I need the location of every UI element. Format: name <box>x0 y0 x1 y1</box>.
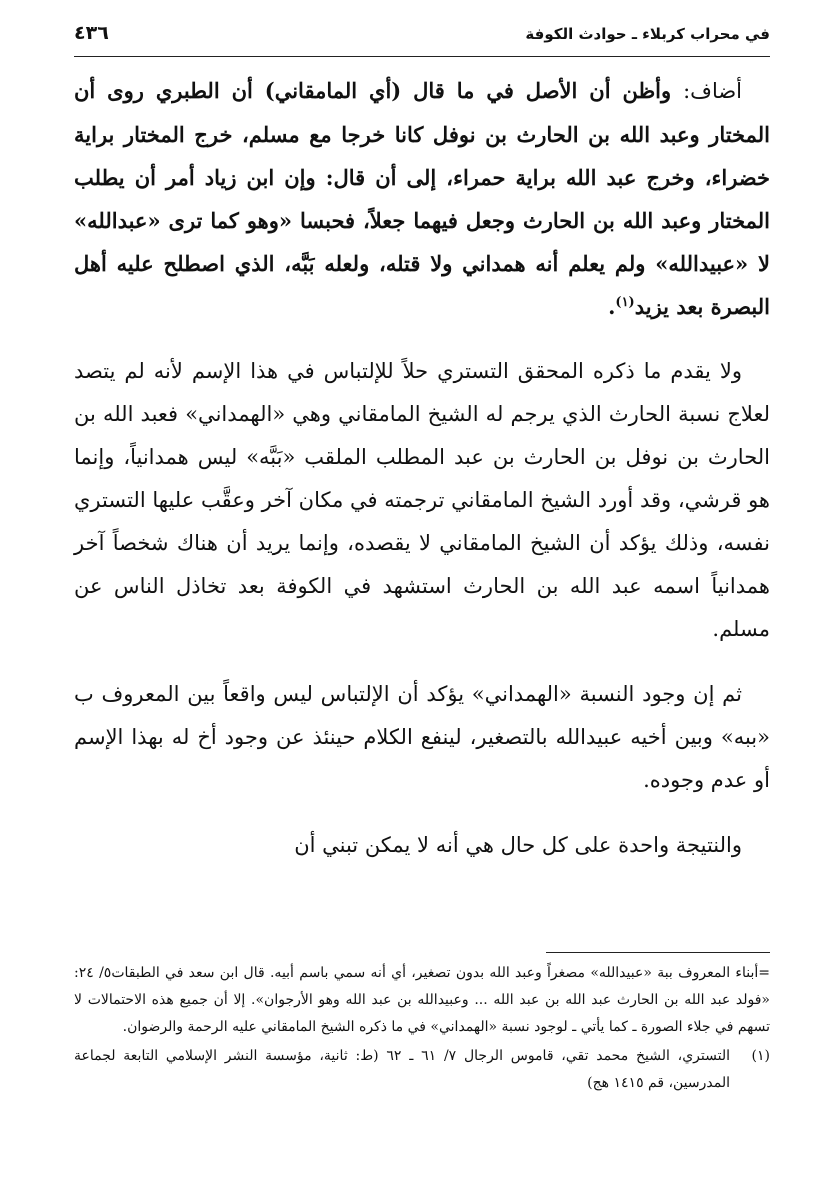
page-header <box>74 22 770 57</box>
paragraph-2: ولا يقدم ما ذكره المحقق التستري حلاً للإلتباس في هذا الإسم لأنه لم يتصد لعلاج نسبة الحارث الذي يرجم له الشيخ المامقاني وهي «الهمداني» فعبد الله بن الحارث بن نوفل بن الحارث بن عبد المطلب الملقب «بَبَّه» ليس همدانياً، وإنما هو قرشي، وقد أورد الشيخ المامقاني ترجمته في مكان آخر وعقَّب عليها التستري نفسه، وذلك يؤكد أن الشيخ المامقاني لا يقصده، وإنما يريد أن هناك شخصاً آخر همدانياً اسمه عبد الله بن الحارث استشهد في الكوفة بعد تخاذل الناس عن مسلم. <box>74 359 770 641</box>
running-title: في محراب كربلاء ـ حوادث الكوفة <box>525 25 770 43</box>
paragraph-quote <box>74 69 770 328</box>
paragraph-lead: أضاف: <box>683 79 743 103</box>
footnote-reference: (١) <box>615 295 635 310</box>
footnote-text: التستري، الشيخ محمد تقي، قاموس الرجال ٧/ ٦١ ـ ٦٢ (ط: ثانية، مؤسسة النشر الإسلامي التابعة لجماعة المدرسين، قم ١٤١٥ هج) <box>74 1048 730 1091</box>
page-number: ٤٣٦ <box>74 22 109 44</box>
paragraph-3: ثم إن وجود النسبة «الهمداني» يؤكد أن الإلتباس ليس واقعاً بين المعروف ب «ببه» وبين أخيه عبيدالله بالتصغير، لينفع الكلام حينئذ عن وجود أخ له بهذا الإسم أو عدم وجوده. <box>74 682 770 792</box>
footnotes <box>74 960 770 1097</box>
footnote-number: (١) <box>751 1048 770 1064</box>
document-page <box>74 22 770 1162</box>
footnote-divider <box>546 952 770 953</box>
footnote-1 <box>74 1043 770 1097</box>
footnote-continuation: =أبناء المعروف ببة «عبيدالله» مصغراً وعبد الله بدون تصغير، أي أنه سمي باسم أبيه. قال ابن سعد في الطبقات٥/ ٢٤: «فولد عبد الله بن الحارث عبد الله بن عبد الله ... وعبيدالله بن عبد الله وهو الأرجوان». إلا أن جميع هذه الاحتمالات لا تسهم في جلاء الصورة ـ كما يأتي ـ لوجود نسبة «الهمداني» في ما ذكره الشيخ المامقاني عليه الرحمة والرضوان. <box>74 965 771 1035</box>
paragraph-end: . <box>608 294 616 319</box>
main-text <box>74 69 770 867</box>
paragraph-4: والنتيجة واحدة على كل حال هي أنه لا يمكن تبني أن <box>294 833 742 857</box>
quoted-text: وأظن أن الأصل في ما قال (أي المامقاني) أن الطبري روى أن المختار وعبد الله بن الحارث بن نوفل كانا خرجا مع مسلم، خرج المختار براية خضراء، وخرج عبد الله براية حمراء، إلى أن قال: وإن ابن زياد أمر أن يطلب المختار وعبد الله بن الحارث وجعل فيهما جعلاً، فحبسا «وهو كما ترى «عبدالله» لا «عبيدالله» ولم يعلم أنه همداني ولا قتله، ولعله بَبَّه، الذي اصطلح عليه أهل البصرة بعد يزيد <box>74 78 770 319</box>
